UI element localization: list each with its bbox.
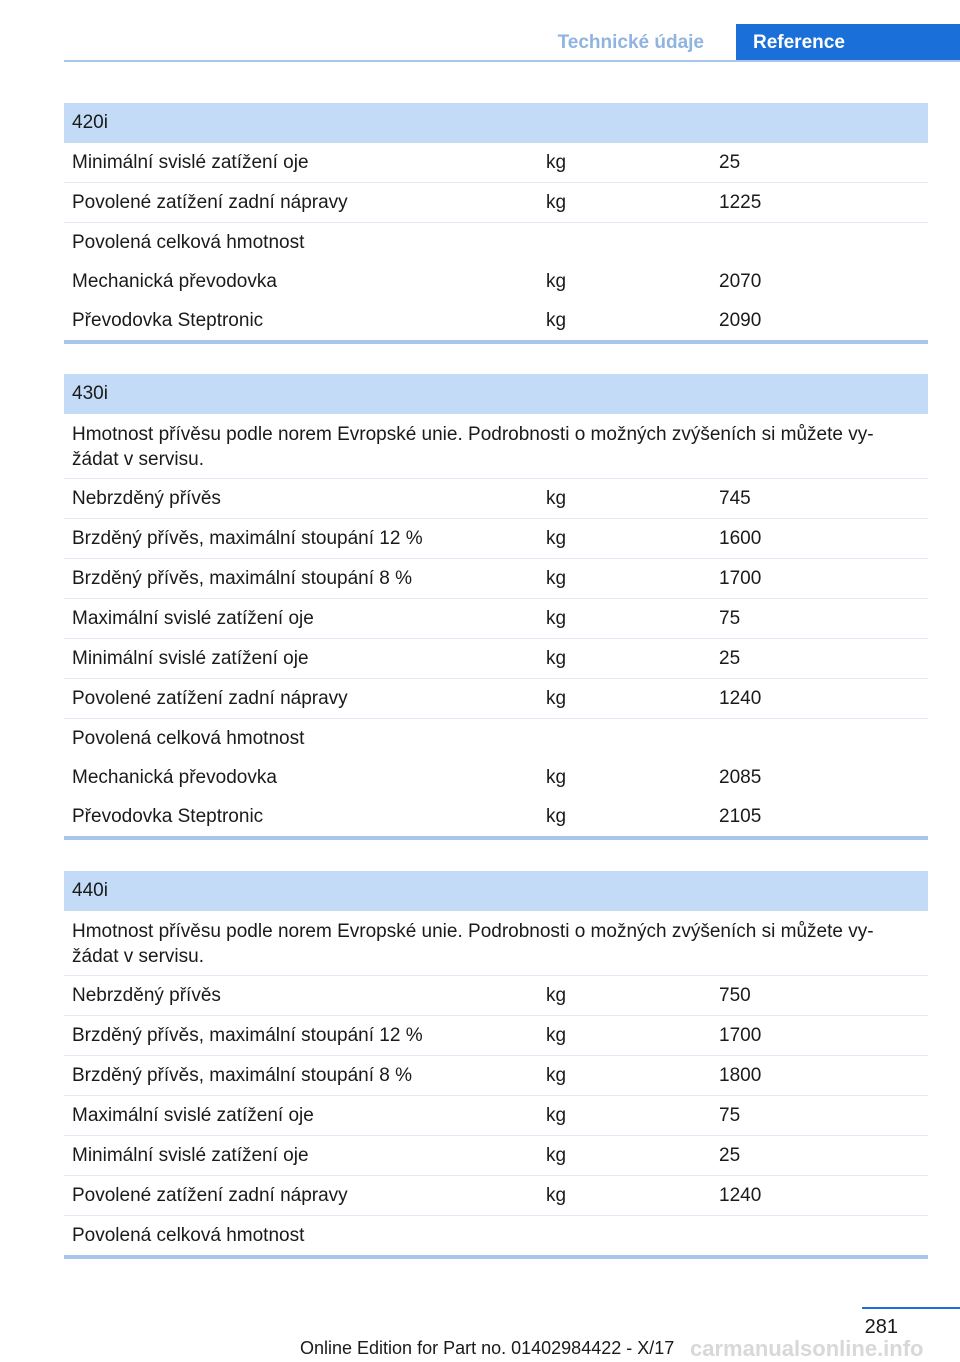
row-value: 2090 bbox=[719, 310, 762, 331]
row-label: Povolená celková hmotnost bbox=[72, 232, 305, 253]
row-label: Povolené zatížení zadní nápravy bbox=[72, 688, 348, 709]
row-unit: kg bbox=[546, 1065, 567, 1086]
row-label: Nebrzděný přívěs bbox=[72, 985, 221, 1006]
row-value: 2105 bbox=[719, 806, 762, 827]
table-header: 420i bbox=[64, 103, 928, 143]
table-header: 430i bbox=[64, 374, 928, 414]
table-row bbox=[64, 797, 928, 836]
row-label: Maximální svislé zatížení oje bbox=[72, 608, 314, 629]
row-label: Maximální svislé zatížení oje bbox=[72, 1105, 314, 1126]
header-divider bbox=[64, 60, 960, 62]
row-unit: kg bbox=[546, 192, 567, 213]
table-row bbox=[64, 1176, 928, 1216]
spec-table-440i bbox=[64, 871, 928, 1259]
table-row bbox=[64, 599, 928, 639]
page-number-rule bbox=[862, 1307, 960, 1309]
row-label: Brzděný přívěs, maximální stoupání 8 % bbox=[72, 568, 413, 589]
row-label: Nebrzděný přívěs bbox=[72, 488, 221, 509]
row-value: 25 bbox=[719, 648, 741, 669]
row-value: 1600 bbox=[719, 528, 762, 549]
row-value: 2070 bbox=[719, 271, 762, 292]
row-value: 1240 bbox=[719, 1185, 762, 1206]
row-unit: kg bbox=[546, 767, 567, 788]
row-unit: kg bbox=[546, 1185, 567, 1206]
section-tab[interactable]: Technické údaje bbox=[557, 32, 704, 53]
row-value: 25 bbox=[719, 152, 741, 173]
spec-table-430i bbox=[64, 374, 928, 840]
row-label: Minimální svislé zatížení oje bbox=[72, 648, 309, 669]
row-unit: kg bbox=[546, 152, 567, 173]
row-value: 1225 bbox=[719, 192, 762, 213]
table-end-rule bbox=[64, 836, 928, 840]
table-row bbox=[64, 719, 928, 758]
table-note: Hmotnost přívěsu podle norem Evropské unie. Podrobnosti o možných zvýšeních si můžete vyžádat v servisu. bbox=[64, 414, 928, 479]
table-row bbox=[64, 301, 928, 340]
table-row bbox=[64, 1096, 928, 1136]
row-value: 1700 bbox=[719, 1025, 762, 1046]
edition-footer: Online Edition for Part no. 01402984422 - X/17 bbox=[300, 1338, 675, 1358]
page-header bbox=[0, 0, 960, 62]
row-label: Povolené zatížení zadní nápravy bbox=[72, 1185, 348, 1206]
row-value: 1800 bbox=[719, 1065, 762, 1086]
table-end-rule bbox=[64, 340, 928, 344]
row-unit: kg bbox=[546, 648, 567, 669]
row-value: 25 bbox=[719, 1145, 741, 1166]
row-value: 75 bbox=[719, 608, 741, 629]
row-unit: kg bbox=[546, 310, 567, 331]
row-label: Brzděný přívěs, maximální stoupání 12 % bbox=[72, 1025, 423, 1046]
row-unit: kg bbox=[546, 688, 567, 709]
row-value: 1240 bbox=[719, 688, 762, 709]
table-row bbox=[64, 1016, 928, 1056]
row-label: Minimální svislé zatížení oje bbox=[72, 152, 309, 173]
table-row bbox=[64, 183, 928, 223]
table-row bbox=[64, 639, 928, 679]
row-unit: kg bbox=[546, 568, 567, 589]
table-row bbox=[64, 479, 928, 519]
table-header: 440i bbox=[64, 871, 928, 911]
row-value: 1700 bbox=[719, 568, 762, 589]
row-unit: kg bbox=[546, 488, 567, 509]
table-row bbox=[64, 223, 928, 262]
row-unit: kg bbox=[546, 806, 567, 827]
row-label: Povolená celková hmotnost bbox=[72, 728, 305, 749]
row-label: Povolená celková hmotnost bbox=[72, 1225, 305, 1246]
table-row bbox=[64, 559, 928, 599]
table-row bbox=[64, 758, 928, 797]
table-row bbox=[64, 143, 928, 183]
watermark: carmanualsonline.info bbox=[690, 1336, 924, 1361]
table-row bbox=[64, 976, 928, 1016]
row-label: Převodovka Steptronic bbox=[72, 310, 264, 331]
row-value: 745 bbox=[719, 488, 751, 509]
chapter-tab[interactable]: Reference bbox=[736, 24, 960, 62]
row-label: Minimální svislé zatížení oje bbox=[72, 1145, 309, 1166]
table-end-rule bbox=[64, 1255, 928, 1259]
table-row bbox=[64, 519, 928, 559]
row-label: Brzděný přívěs, maximální stoupání 12 % bbox=[72, 528, 423, 549]
table-row bbox=[64, 1216, 928, 1255]
row-unit: kg bbox=[546, 1025, 567, 1046]
row-unit: kg bbox=[546, 271, 567, 292]
row-value: 75 bbox=[719, 1105, 741, 1126]
table-row bbox=[64, 679, 928, 719]
row-label: Povolené zatížení zadní nápravy bbox=[72, 192, 348, 213]
table-row bbox=[64, 1136, 928, 1176]
row-unit: kg bbox=[546, 1145, 567, 1166]
table-row bbox=[64, 262, 928, 301]
table-note: Hmotnost přívěsu podle norem Evropské unie. Podrobnosti o možných zvýšeních si můžete vyžádat v servisu. bbox=[64, 911, 928, 976]
row-label: Převodovka Steptronic bbox=[72, 806, 264, 827]
page-number: 281 bbox=[864, 1316, 898, 1338]
row-unit: kg bbox=[546, 985, 567, 1006]
table-row bbox=[64, 1056, 928, 1096]
row-label: Mechanická převodovka bbox=[72, 767, 277, 788]
row-label: Brzděný přívěs, maximální stoupání 8 % bbox=[72, 1065, 413, 1086]
row-value: 750 bbox=[719, 985, 751, 1006]
row-unit: kg bbox=[546, 528, 567, 549]
row-label: Mechanická převodovka bbox=[72, 271, 277, 292]
row-unit: kg bbox=[546, 1105, 567, 1126]
row-value: 2085 bbox=[719, 767, 762, 788]
row-unit: kg bbox=[546, 608, 567, 629]
spec-table-420i bbox=[64, 103, 928, 344]
